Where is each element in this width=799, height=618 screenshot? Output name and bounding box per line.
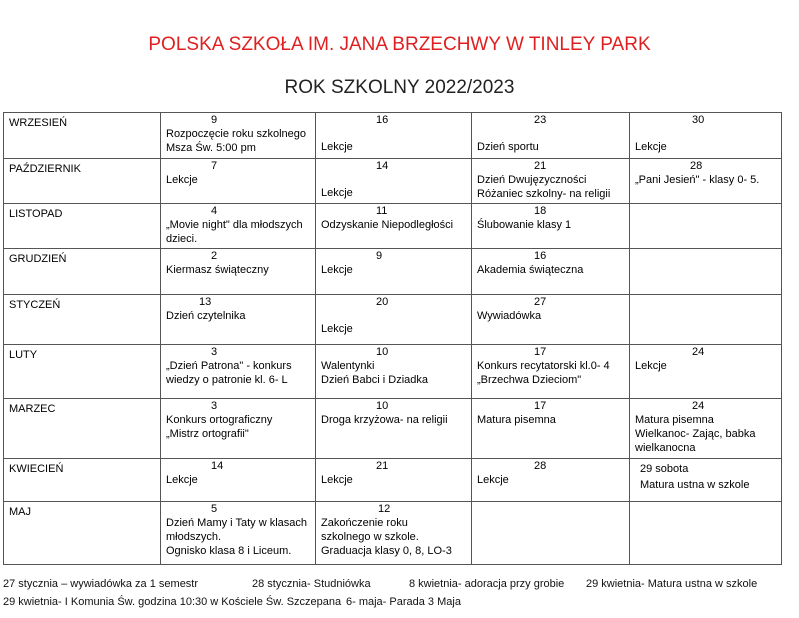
event-text: Kiermasz świąteczny xyxy=(166,264,269,276)
event-cell xyxy=(161,295,316,345)
event-text: Matura pisemna xyxy=(477,414,556,426)
day-number xyxy=(630,295,781,297)
footnote: 28 stycznia- Studniówka xyxy=(252,578,371,590)
day-number: 17 xyxy=(534,400,547,412)
event-text: Odzyskanie Niepodległości xyxy=(321,219,454,231)
event-text: Lekcje xyxy=(321,141,353,153)
event-cell xyxy=(472,459,630,502)
day-number: 20 xyxy=(376,296,389,308)
month-cell: KWIECIEŃ xyxy=(4,459,161,502)
day-number: 10 xyxy=(376,346,389,358)
event-text: „Dzień Patrona" - konkurs wiedzy o patronie kl. 6- L xyxy=(166,360,292,386)
footnote: 29 kwietnia- Matura ustna w szkole xyxy=(586,578,758,590)
event-cell xyxy=(630,345,782,399)
event-cell xyxy=(630,204,782,249)
event-text: Lekcje xyxy=(477,474,509,486)
event-text: Lekcje xyxy=(321,323,353,335)
day-number: 13 xyxy=(199,296,212,308)
event-text: Dzień Mamy i Taty w klasach młodszych. Ognisko klasa 8 i Liceum. xyxy=(166,517,308,557)
event-cell xyxy=(630,113,782,159)
event-cell xyxy=(316,295,472,345)
event-cell xyxy=(630,399,782,459)
event-cell xyxy=(161,502,316,565)
event-text: Walentynki Dzień Babci i Dziadka xyxy=(321,360,428,386)
event-cell xyxy=(316,502,472,565)
calendar-row xyxy=(4,113,782,159)
event-cell xyxy=(472,113,630,159)
event-text: Droga krzyżowa- na religii xyxy=(321,414,448,426)
event-text: Lekcje xyxy=(321,264,353,276)
day-number: 16 xyxy=(376,114,389,126)
event-text: Matura pisemna Wielkanoc- Zając, babka wielkanocna xyxy=(635,414,756,454)
month-cell: WRZESIEŃ xyxy=(4,113,161,159)
day-number: 3 xyxy=(211,346,218,358)
month-cell: MAJ xyxy=(4,502,161,565)
event-text: Wywiadówka xyxy=(477,310,542,322)
event-cell xyxy=(316,159,472,204)
month-cell: GRUDZIEŃ xyxy=(4,249,161,295)
event-cell xyxy=(161,345,316,399)
calendar-row xyxy=(4,295,782,345)
day-number: 2 xyxy=(211,250,218,262)
day-number: 17 xyxy=(534,346,547,358)
school-year-title: ROK SZKOLNY 2022/2023 xyxy=(284,77,515,98)
day-number: 14 xyxy=(376,160,389,172)
footnote: 8 kwietnia- adoracja przy grobie xyxy=(409,578,565,590)
event-cell xyxy=(472,502,630,565)
footnote: 6- maja- Parada 3 Maja xyxy=(346,596,461,608)
event-cell xyxy=(316,204,472,249)
day-number: 18 xyxy=(534,205,547,217)
month-cell: LISTOPAD xyxy=(4,204,161,249)
event-cell xyxy=(161,249,316,295)
event-cell xyxy=(316,249,472,295)
day-number: 9 xyxy=(211,114,218,126)
calendar-table xyxy=(3,112,782,565)
calendar-row xyxy=(4,204,782,249)
day-number xyxy=(630,249,781,251)
calendar-row xyxy=(4,502,782,565)
day-number: 30 xyxy=(692,114,705,126)
event-text: Konkurs recytatorski kl.0- 4 „Brzechwa Dzieciom" xyxy=(477,360,610,386)
day-number: 21 xyxy=(376,460,389,472)
day-number: 23 xyxy=(534,114,547,126)
day-number xyxy=(630,502,781,504)
month-cell: LUTY xyxy=(4,345,161,399)
calendar-row xyxy=(4,159,782,204)
event-cell xyxy=(630,295,782,345)
calendar-row xyxy=(4,459,782,502)
day-number: 7 xyxy=(211,160,218,172)
day-number: 10 xyxy=(376,400,389,412)
event-cell xyxy=(316,459,472,502)
event-cell xyxy=(472,249,630,295)
day-number: 24 xyxy=(692,400,705,412)
event-cell xyxy=(630,502,782,565)
event-cell xyxy=(316,345,472,399)
event-text: Ślubowanie klasy 1 xyxy=(477,219,572,231)
event-text: „Pani Jesień" - klasy 0- 5. xyxy=(635,174,760,186)
day-number: 9 xyxy=(376,250,383,262)
calendar-row xyxy=(4,399,782,459)
event-text: Akademia świąteczna xyxy=(477,264,584,276)
event-text: Rozpoczęcie roku szkolnego Msza Św. 5:00 pm xyxy=(166,128,307,154)
event-cell xyxy=(472,159,630,204)
footnote: 27 stycznia – wywiadówka za 1 semestr xyxy=(3,578,199,590)
day-number: 21 xyxy=(534,160,547,172)
event-text: Dzień czytelnika xyxy=(166,310,246,322)
event-cell xyxy=(161,159,316,204)
event-text: „Movie night" dla młodszych dzieci. xyxy=(166,219,303,245)
event-text: Konkurs ortograficzny „Mistrz ortografii" xyxy=(166,414,273,440)
day-number: 11 xyxy=(376,205,388,217)
day-number: 27 xyxy=(534,296,547,308)
day-number: 28 xyxy=(690,160,703,172)
event-text: Lekcje xyxy=(635,141,667,153)
event-cell xyxy=(161,459,316,502)
month-cell: STYCZEŃ xyxy=(4,295,161,345)
event-cell xyxy=(161,399,316,459)
day-number xyxy=(472,502,629,504)
footnote: 29 kwietnia- I Komunia Św. godzina 10:30 w Kościele Św. Szczepana xyxy=(3,596,342,608)
day-number: 16 xyxy=(534,250,547,262)
event-cell xyxy=(630,159,782,204)
event-cell xyxy=(472,345,630,399)
event-cell xyxy=(472,399,630,459)
event-cell xyxy=(161,204,316,249)
day-number: 5 xyxy=(211,503,218,515)
school-title: POLSKA SZKOŁA IM. JANA BRZECHWY W TINLEY PARK xyxy=(148,34,651,55)
event-cell xyxy=(630,459,782,502)
day-number: 12 xyxy=(378,503,391,515)
day-number: 4 xyxy=(211,205,218,217)
day-number: 3 xyxy=(211,400,218,412)
day-number: 28 xyxy=(534,460,547,472)
event-text: Lekcje xyxy=(321,187,353,199)
month-cell: MARZEC xyxy=(4,399,161,459)
month-cell: PAŹDZIERNIK xyxy=(4,159,161,204)
event-cell xyxy=(316,399,472,459)
event-text: Dzień sportu xyxy=(477,141,539,153)
event-text: Lekcje xyxy=(166,474,198,486)
event-cell xyxy=(472,295,630,345)
event-cell xyxy=(472,204,630,249)
calendar-row xyxy=(4,249,782,295)
event-cell xyxy=(161,113,316,159)
event-text: Zakończenie roku szkolnego w szkole. Graduacja klasy 0, 8, LO-3 xyxy=(321,517,452,557)
day-number xyxy=(630,204,781,206)
event-text: Lekcje xyxy=(166,174,198,186)
event-cell xyxy=(316,113,472,159)
calendar-row xyxy=(4,345,782,399)
day-number: 24 xyxy=(692,346,705,358)
event-text: 29 sobota Matura ustna w szkole xyxy=(640,463,750,491)
day-number: 14 xyxy=(211,460,224,472)
event-text: Lekcje xyxy=(321,474,353,486)
event-cell xyxy=(630,249,782,295)
event-text: Dzień Dwujęzyczności Różaniec szkolny- na religii xyxy=(477,174,611,200)
event-text: Lekcje xyxy=(635,360,667,372)
